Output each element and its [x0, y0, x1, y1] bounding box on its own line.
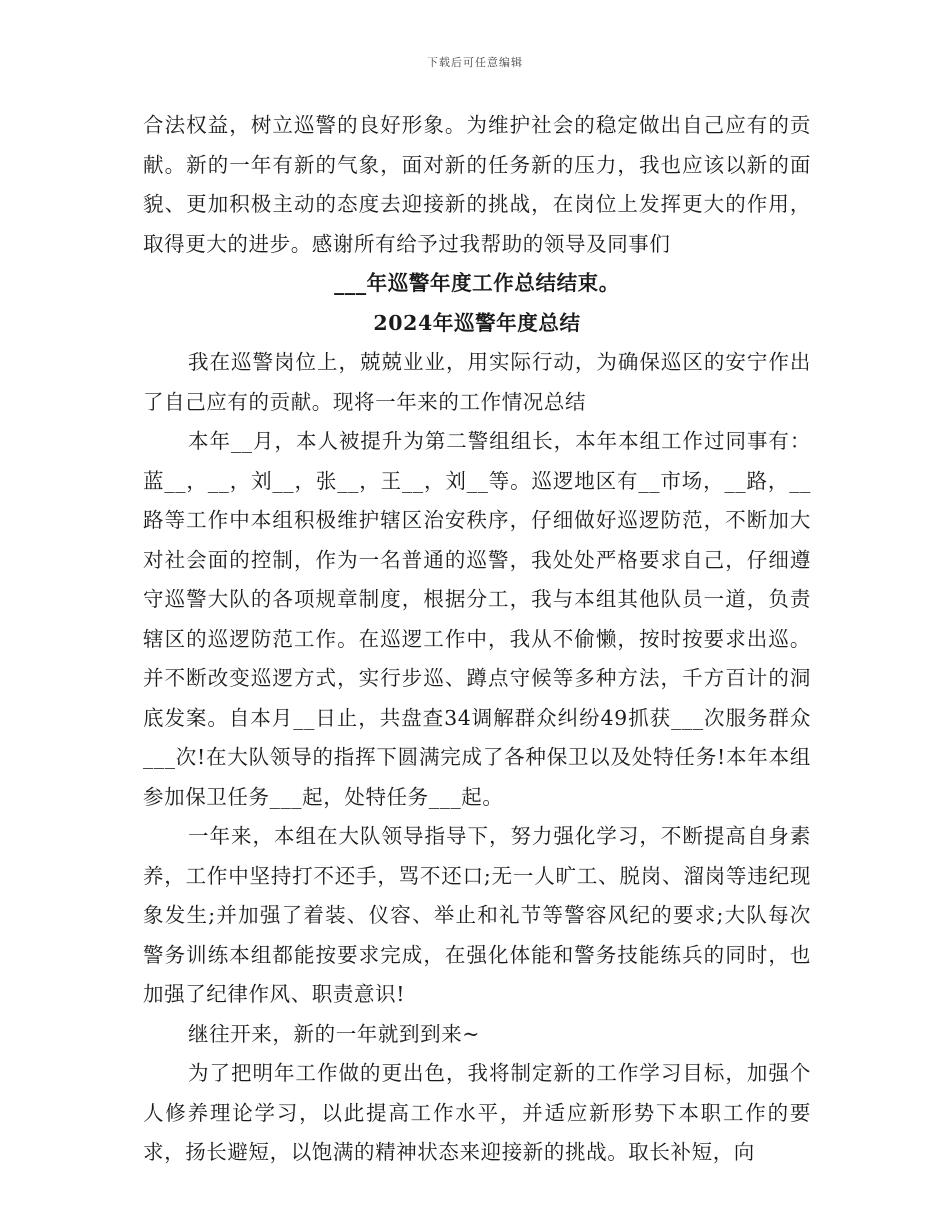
page-header-note: 下载后可任意编辑: [427, 56, 523, 69]
section-end-heading: ___年巡警年度工作总结结束。: [334, 271, 620, 295]
paragraph-work-summary: 本年__月，本人被提升为第二警组组长，本年本组工作过同事有：蓝__，__，刘__，张__，王__，刘__等。巡逻地区有__市场，__路，__路等工作中本组积极维护辖区治安秩序，仔细做好巡逻防范，不断加大对社会面的控制，作为一名普通的巡警，我处处严格要求自己，仔细遵守巡警大队的各项规章制度，根据分工，我与本组其他队员一道，负责辖区的巡逻防范工作。在巡逻工作中，我从不偷懒，按时按要求出巡。并不断改变巡逻方式，实行步巡、蹲点守候等多种方法，千方百计的洞底发案。自本月__日止，共盘查34调解群众纠纷49抓获___次服务群众___次!在大队领导的指挥下圆满完成了各种保卫以及处特任务!本年本组参加保卫任务___起，处特任务___起。: [143, 429, 811, 809]
paragraph-transition: 继往开来，新的一年就到到来~: [188, 1021, 481, 1046]
paragraph-continued: 合法权益，树立巡警的良好形象。为维护社会的稳定做出自己应有的贡献。新的一年有新的气象，面对新的任务新的压力，我也应该以新的面貌、更加积极主动的态度去迎接新的挑战，在岗位上发挥更大的作用，取得更大的进步。感谢所有给予过我帮助的领导及同事们: [143, 113, 811, 256]
document-body: [143, 106, 811, 1173]
document-title: 2024年巡警年度总结: [373, 310, 581, 335]
paragraph-plans: 为了把明年工作做的更出色，我将制定新的工作学习目标，加强个人修养理论学习，以此提高工作水平，并适应新形势下本职工作的要求，扬长避短，以饱满的精神状态来迎接新的挑战。取长补短，向: [143, 1061, 811, 1164]
paragraph-discipline: 一年来，本组在大队领导指导下，努力强化学习，不断提高自身素养，工作中坚持打不还手，骂不还口;无一人旷工、脱岗、溜岗等违纪现象发生;并加强了着装、仪容、举止和礼节等警容风纪的要求;大队每次警务训练本组都能按要求完成，在强化体能和警务技能练兵的同时，也加强了纪律作风、职责意识!: [143, 824, 811, 1006]
paragraph-intro: 我在巡警岗位上，兢兢业业，用实际行动，为确保巡区的安宁作出了自己应有的贡献。现将一年来的工作情况总结: [143, 350, 811, 414]
